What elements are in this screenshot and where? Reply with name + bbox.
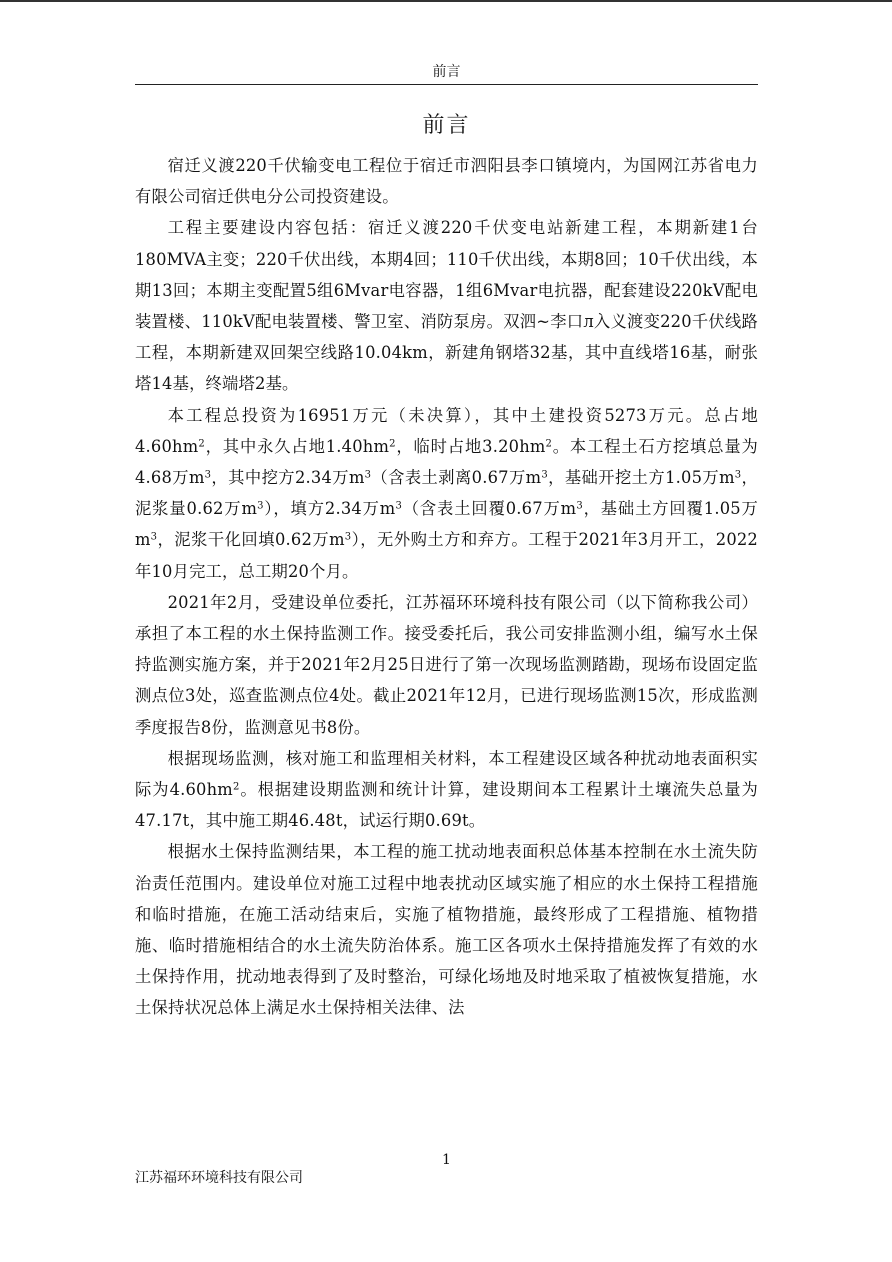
paragraph-monitoring-results: 根据水土保持监测结果，本工程的施工扰动地表面积总体基本控制在水土流失防治责任范围内。建设单位对施工过程中地表扰动区域实施了相应的水土保持工程措施和临时措施，在施工活动结束后，实施了植物措施，最终形成了工程措施、植物措施、临时措施相结合的水土流失防治体系。施工区各项水土保持措施发挥了有效的水土保持作用，扰动地表得到了及时整治，可绿化场地及时地采取了植被恢复措施，水土保持状况总体上满足水土保持相关法律、法	[135, 842, 758, 1018]
superscript: 3	[344, 531, 352, 543]
header-rule	[135, 84, 758, 85]
footer-company: 江苏福环环境科技有限公司	[135, 1170, 303, 1186]
superscript: 3	[541, 469, 548, 481]
page-title: 前言	[422, 113, 471, 138]
superscript: 2	[389, 438, 396, 450]
paragraph-investment-land: 本工程总投资为16951万元（未决算），其中土建投资5273万元。总占地$4.60hm^2$，其中永久占地$1.40hm^2$，临时占地$3.20hm^2$。本工程土石方挖填总量为4.68万$m^3$，其中挖方2.34万$m^3$（含表土剥离0.67万$m^3$，基础开挖土方1.05万$m^3$，泥浆量0.62万$m^3$），填方2.34万$m^3$（含表土回覆0.67万$m^3$，基础土方回覆1.05万$m^3$，泥浆干化回填0.62万$m^3$），无外购土方和弃方。工程于2021年3月开工，2022年10月完工，总工期20个月。	[135, 405, 759, 581]
superscript: 2	[232, 781, 240, 793]
body-text	[135, 150, 758, 1024]
superscript: 3	[257, 500, 264, 512]
paragraph-soil-loss: 根据现场监测，核对施工和监理相关材料，本工程建设区域各种扰动地表面积实际为$4.60hm^2$。根据建设期监测和统计计算，建设期间本工程累计土壤流失总量为47.17t，其中施工期46.48t，试运行期0.69t。	[135, 748, 758, 831]
superscript: 3	[150, 531, 158, 543]
superscript: 2	[545, 438, 553, 450]
page-number: 1	[442, 1152, 451, 1168]
paragraph-monitoring-work: 2021年2月，受建设单位委托，江苏福环环境科技有限公司（以下简称我公司）承担了本工程的水土保持监测工作。接受委托后，我公司安排监测小组，编写水土保持监测实施方案，并于2021年2月25日进行了第一次现场监测踏勘，现场布设固定监测点位3处，巡查监测点位4处。截止2021年12月，已进行现场监测15次，形成监测季度报告8份，监测意见书8份。	[135, 592, 758, 737]
superscript: 3	[364, 469, 372, 481]
paragraph-project-location: 宿迁义渡220千伏输变电工程位于宿迁市泗阳县李口镇境内，为国网江苏省电力有限公司宿迁供电分公司投资建设。	[135, 156, 758, 207]
paragraph-construction-content: 工程主要建设内容包括：宿迁义渡220千伏变电站新建工程，本期新建1台180MVA主变；220千伏出线，本期4回；110千伏出线，本期8回；10千伏出线，本期13回；本期主变配置5组6Mvar电容器，1组6Mvar电抗器，配套建设220kV配电装置楼、110kV配电装置楼、警卫室、消防泵房。双泗~李口л入义渡变220千伏线路工程，本期新建双回架空线路10.04km，新建角钢塔32基，其中直线塔16基，耐张塔14基，终端塔2基。	[135, 218, 758, 394]
superscript: 3	[576, 500, 583, 512]
superscript: 2	[198, 438, 205, 450]
superscript: 3	[204, 469, 212, 481]
superscript: 3	[734, 469, 742, 481]
page-top-border	[0, 0, 892, 2]
running-header: 前言	[432, 64, 461, 80]
superscript: 3	[395, 500, 403, 512]
